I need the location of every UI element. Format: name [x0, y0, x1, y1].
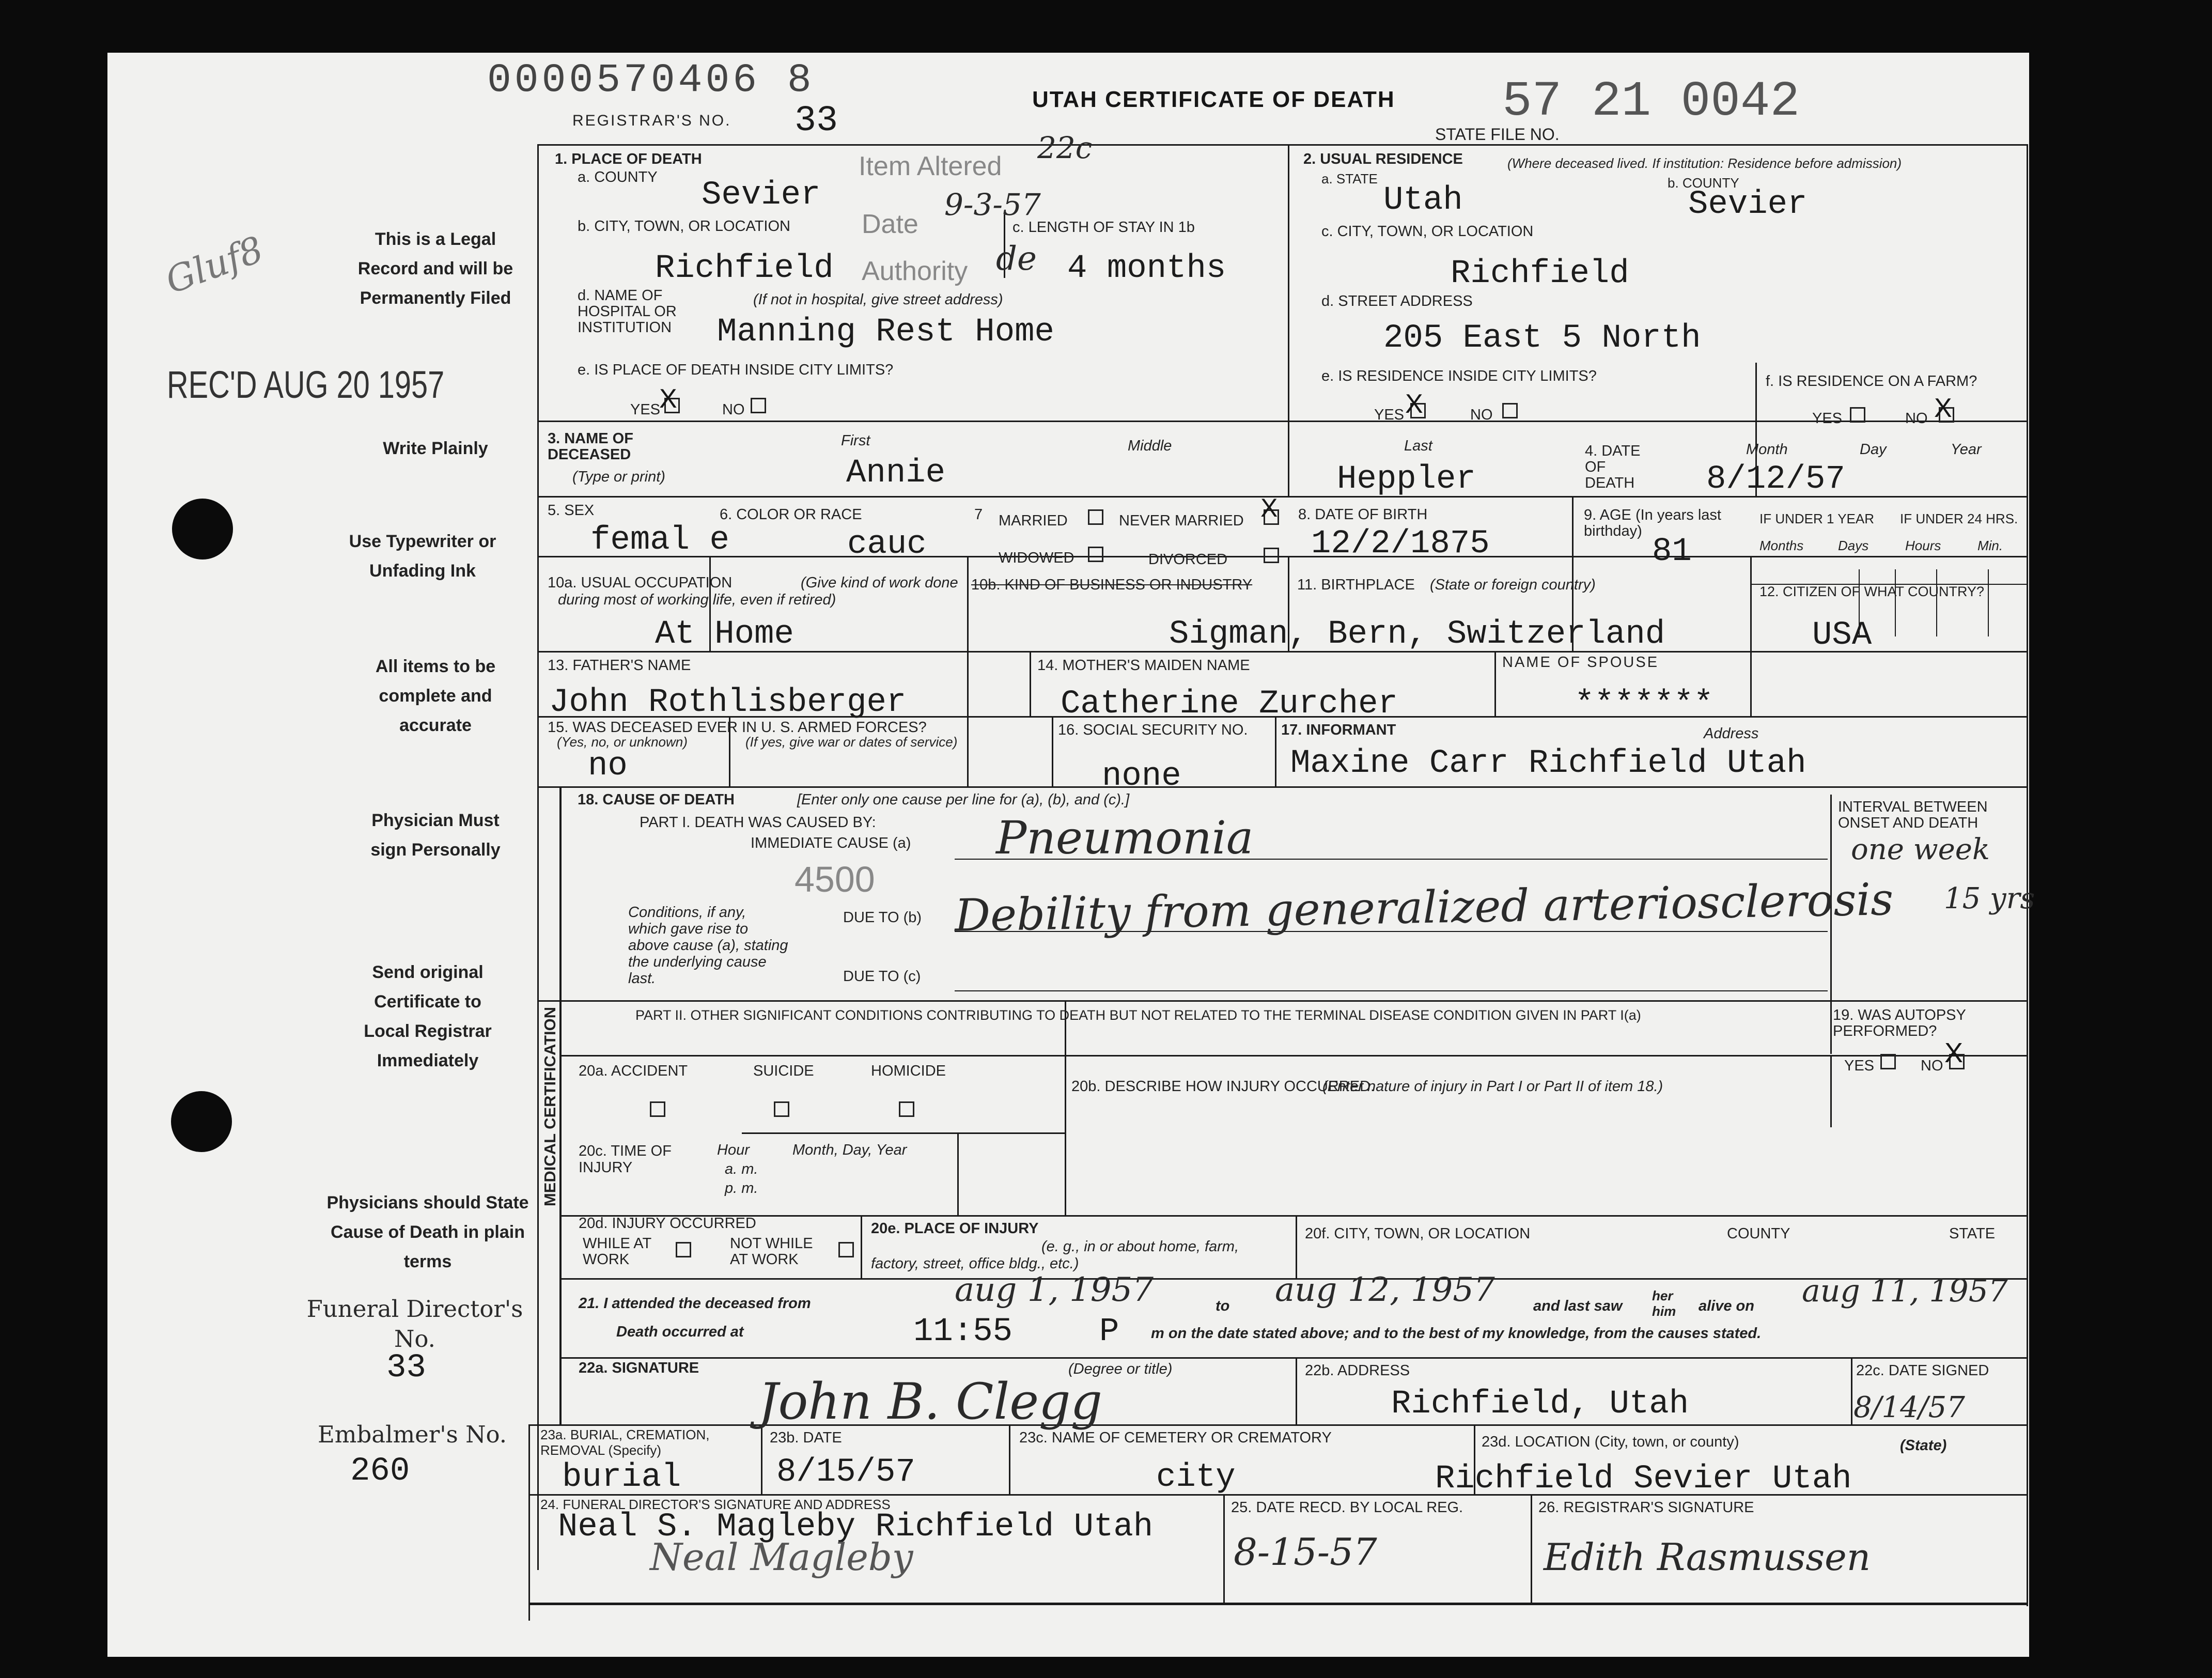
certificate-title: UTAH CERTIFICATE OF DEATH [1032, 87, 1395, 112]
institution-note: (If not in hospital, give street address) [753, 291, 1003, 308]
spouse-label: NAME OF SPOUSE [1502, 654, 1659, 671]
res-street-label: d. STREET ADDRESS [1321, 293, 1473, 309]
burial-date: 8/15/57 [776, 1454, 915, 1491]
pod-limits-no-checkbox [751, 398, 766, 413]
father-name: John Rothlisberger [549, 684, 907, 721]
informant: Maxine Carr Richfield Utah [1290, 745, 1806, 782]
conditions-note: Conditions, if any, which gave rise to above cause (a), stating the underlying cause last. [628, 904, 788, 987]
stay-label: c. LENGTH OF STAY IN 1b [1012, 219, 1195, 236]
pod-county-label: a. COUNTY [578, 169, 658, 185]
first-name: Annie [846, 455, 946, 492]
state-file-label: STATE FILE NO. [1435, 125, 1560, 144]
time-of-injury-label: 20c. TIME OF INJURY [579, 1143, 672, 1176]
pm-label: p. m. [725, 1180, 758, 1197]
date-recd-label: 25. DATE RECD. BY LOCAL REG. [1231, 1499, 1463, 1516]
first-label: First [841, 432, 870, 449]
occupation-note: (Give kind of work done during most of working life, even if retired) [558, 574, 958, 609]
funeral-director-no: 33 [386, 1349, 426, 1387]
ssn: none [1102, 758, 1181, 795]
date-altered-label: Date [862, 209, 918, 239]
due-to-c-label: DUE TO (c) [843, 968, 921, 985]
item-altered-label: Item Altered [859, 151, 1002, 181]
citizen-label: 12. CITIZEN OF WHAT COUNTRY? [1759, 584, 1985, 599]
age: 81 [1652, 533, 1692, 570]
date-signed: 8/14/57 [1853, 1391, 1965, 1424]
injury-occurred-label: 20d. INJURY OCCURRED [579, 1215, 756, 1232]
write-plainly-note: Write Plainly [383, 439, 488, 458]
res-street: 205 East 5 North [1383, 320, 1701, 357]
residence-heading: 2. USUAL RESIDENCE [1303, 151, 1463, 167]
last-label: Last [1404, 438, 1432, 454]
funeral-director: Neal S. Magleby Richfield Utah [558, 1509, 1154, 1546]
last-name: Heppler [1337, 461, 1476, 498]
res-county: Sevier [1688, 186, 1808, 223]
cause-code: 4500 [795, 859, 875, 899]
divorced-label: DIVORCED [1148, 551, 1228, 568]
interval-a: one week [1851, 833, 1990, 866]
registrars-no: 33 [795, 101, 838, 142]
degree-label: (Degree or title) [1068, 1361, 1173, 1377]
informant-label: 17. INFORMANT [1281, 722, 1396, 738]
father-label: 13. FATHER'S NAME [548, 657, 691, 674]
res-city: Richfield [1451, 255, 1629, 292]
suicide-checkbox [774, 1101, 789, 1117]
initials: Gluf8 [160, 228, 269, 302]
res-limits-yes-label: YES [1374, 407, 1405, 423]
send-original-note: Send original Certificate to Local Registrar Immediately [364, 962, 492, 1070]
accident-checkbox [650, 1101, 665, 1117]
cause-note: [Enter only one cause per line for (a), (b), and (c).] [797, 791, 1130, 808]
registrar-signature: Edith Rasmussen [1544, 1535, 1871, 1579]
married-checkbox [1088, 509, 1103, 525]
interval-label: INTERVAL BETWEEN ONSET AND DEATH [1838, 799, 1988, 831]
alive-on-label: alive on [1699, 1298, 1754, 1314]
armed-note-2: (If yes, give war or dates of service) [745, 734, 958, 750]
not-while-work-checkbox [838, 1242, 854, 1257]
burial-location: Richfield Sevier Utah [1435, 1461, 1852, 1498]
injury-desc-note: (Enter nature of injury in Part I or Part II of item 18.) [1322, 1078, 1663, 1095]
date-recd: 8-15-57 [1234, 1530, 1377, 1574]
pod-city: Richfield [655, 250, 834, 287]
part1-label: PART I. DEATH WAS CAUSED BY: [640, 814, 876, 831]
last-saw-label: and last saw [1533, 1298, 1623, 1314]
typewriter-note: Use Typewriter or Unfading Ink [349, 532, 496, 581]
physicians-state-note: Physicians should State Cause of Death in plain terms [326, 1193, 529, 1271]
under-24-hrs-label: IF UNDER 24 HRS. [1900, 511, 2018, 526]
funeral-director-label: Funeral Director's No. [306, 1295, 523, 1353]
punch-hole-bottom [171, 1091, 232, 1152]
widowed-checkbox [1088, 547, 1103, 562]
address-label: Address [1704, 725, 1759, 742]
due-to-b: Debility from generalized arteriosclerosis [954, 874, 1894, 942]
months-label: Months [1759, 538, 1804, 553]
dod-day-label: Day [1860, 441, 1887, 458]
funeral-director-signature: Neal Magleby [650, 1535, 913, 1579]
res-limits-no-checkbox [1502, 403, 1518, 418]
residence-note: (Where deceased lived. If institution: Residence before admission) [1507, 156, 1902, 171]
armed-forces-label: 15. WAS DECEASED EVER IN U. S. ARMED FORCES? [548, 719, 927, 736]
injury-county-label: COUNTY [1727, 1225, 1790, 1242]
divorced-checkbox [1264, 548, 1279, 563]
physician-signature: John B. Clegg [758, 1373, 1102, 1431]
date-of-death: 8/12/57 [1706, 461, 1845, 498]
date-altered-value: 9-3-57 [944, 187, 1041, 222]
legal-record-note: This is a Legal Record and will be Permanently Filed [357, 229, 513, 308]
widowed-label: WIDOWED [999, 550, 1074, 566]
days-label: Days [1838, 538, 1869, 553]
cemetery-label: 23c. NAME OF CEMETERY OR CREMATORY [1019, 1430, 1332, 1446]
pod-limits-no-label: NO [722, 401, 745, 418]
accident-label: 20a. ACCIDENT [579, 1063, 688, 1079]
armed-note-1: (Yes, no, or unknown) [557, 734, 688, 750]
mother-name: Catherine Zurcher [1061, 686, 1398, 723]
physician-sign-note: Physician Must sign Personally [370, 811, 501, 860]
cemetery: city [1156, 1459, 1236, 1496]
authority-value: de [996, 240, 1037, 278]
her-label: her [1652, 1288, 1673, 1303]
marital-item: 7 [974, 506, 983, 523]
res-city-label: c. CITY, TOWN, OR LOCATION [1321, 223, 1534, 240]
hour-label: Hour [717, 1142, 750, 1158]
institution-name: Manning Rest Home [717, 314, 1054, 351]
part2-label: PART II. OTHER SIGNIFICANT CONDITIONS CONTRIBUTING TO DEATH BUT NOT RELATED TO THE TERMINAL DISEASE CONDITION GIVEN IN PART I(a) [635, 1007, 1641, 1023]
punch-hole-top [172, 499, 233, 560]
injury-city-label: 20f. CITY, TOWN, OR LOCATION [1305, 1225, 1531, 1242]
ssn-label: 16. SOCIAL SECURITY NO. [1058, 722, 1248, 738]
occupation: At Home [655, 616, 794, 653]
complete-note: All items to be complete and accurate [375, 657, 496, 735]
embalmer-label: Embalmer's No. [317, 1421, 507, 1448]
certificate-paper: 0000570406 8 REGISTRAR'S NO. 33 UTAH CERTIFICATE OF DEATH 57 21 0042 STATE FILE NO. Gluf8 This is a Legal Record and will be Permanently Filed REC'D AUG 20 1957 Write Plainly Use Typewriter or Unfading Ink All items to be complete and accurate Physician Must sign Personally Send original Certificate to Local Registrar Immediately Physicians should State Cause of Death in plain terms Funeral Director's No. 33 Embalmer's No. 260 1. PLACE OF DEATH a. COUNTY Sevier Item Altered 22c b. CITY, TOWN, OR LOCATION Date 9-3-57 c. LENGTH OF STAY IN 1b Richfield Authority de 4 months d. NAME OF HOSPITAL OR INSTITUTION (If not in hospital, give street address) Manning Rest Home e. IS PLACE OF DEATH INSIDE CITY LIMITS? YES X NO 2. USUAL RESIDENCE (Where deceased lived. If institution: Residence before admission) a. STATE Utah b. COUNTY Sevier c. CITY, TOWN, OR LOCATION Richfield d. STREET ADDRESS 205 East 5 North e. IS RESIDENCE INSIDE CITY LIMITS? YES X NO f. IS RESIDENCE ON A FARM? YES NO X 3. NAME OF DECEASED (Type or print) First Annie Middle Last Heppler 4. DATE OF DEATH Month Day Year 8/12/57 5. SEX femal e 6. COLOR OR RACE cauc 7 MARRIED NEVER MARRIED X WIDOWED DIVORCED 8. DATE OF BIRTH 12/2/1875 9. AGE (In years last birthday) 81 IF UNDER 1 YEAR IF UNDER 24 HRS. Months Days Hours Min. 10a. USUAL OCCUPATION (Give kind of work done during most of working life, even if retired) At Home 10b. KIND OF BUSINESS OR INDUSTRY 11. BIRTHPLACE (State or foreign country) Sigman, Bern, Switzerland 12. CITIZEN OF WHAT COUNTRY? USA 13. FATHER'S NAME John Rothlisberger 14. MOTHER'S MAIDEN NAME Catherine Zurcher NAME OF SPOUSE ******* 15. WAS DECEASED EVER IN U. S. ARMED FORCES? (Yes, no, or unknown) (If yes, give war or dates of service) no 16. SOCIAL SECURITY NO. none 17. INFORMANT Address Maxine Carr Richfield Utah MEDICAL CERTIFICATION 18. CAUSE OF DEATH [Enter only one cause per line for (a), (b), and (c).] PART I. DEATH WAS CAUSED BY: IMMEDIATE CAUSE (a) Pneumonia 4500 Conditions, if any, which gave rise to above cause (a), stating the underlying cause last. DUE TO (b) Debility from generalized arteriosclerosis DUE TO (c) INTERVAL BETWEEN ONSET AND DEATH one week 15 yrs PART II. OTHER SIGNIFICANT CONDITIONS CONTRIBUTING TO DEATH BUT NOT RELATED TO THE TERMINAL DISEASE CONDITION GIVEN IN PART I(a) 19. WAS AUTOPSY PERFORMED? YES NO X 20a. ACCIDENT SUICIDE HOMICIDE 20b. DESCRIBE HOW INJURY OCCURRED. (Enter nature of injury in Part I or Part II of item 18.) 20c. TIME OF INJURY Hour a. m. p. m. Month, Day, Year 20d. INJURY OCCURRED WHILE AT WORK NOT WHILE AT WORK 20e. PLACE OF INJURY (e. g., in or about home, farm, factory, street, office bldg., etc.) 20f. CITY, TOWN, OR LOCATION COUNTY STATE 21. I attended the deceased from aug 1, 1957 to aug 12, 1957 and last saw her him alive on aug 11, 1957 Death occurred at 11:55 P m on the date stated above; and to the best of my knowledge, from the causes stated. 22a. SIGNATURE (Degree or title) John B. Clegg 22b. ADDRESS Richfield, Utah 22c. DATE SIGNED 8/14/57 (State) 23a. BURIAL, CREMATION, REMOVAL (Specify) burial 23b. DATE 8/15/57 23c. NAME OF CEMETERY OR CREMATORY city 23d. LOCATION (City, town, or county) Richfield Sevier Utah 24. FUNERAL DIRECTOR'S SIGNATURE AND ADDRESS Neal S. Magleby Richfield Utah Neal Magleby 25. DATE RECD. BY LOCAL REG. 8-15-57 26. REGISTRAR'S SIGNATURE Edith Rasmussen [107, 53, 2029, 1657]
pod-city-label: b. CITY, TOWN, OR LOCATION [578, 218, 790, 235]
interval-b: 15 yrs [1944, 882, 2035, 915]
pod-county: Sevier [702, 177, 821, 214]
res-state: Utah [1383, 182, 1463, 219]
autopsy-yes-label: YES [1844, 1058, 1875, 1074]
dob-label: 8. DATE OF BIRTH [1298, 506, 1428, 523]
physician-address-label: 22b. ADDRESS [1305, 1362, 1410, 1379]
date-of-birth: 12/2/1875 [1311, 525, 1490, 563]
citizen: USA [1812, 617, 1872, 654]
farm-yes-label: YES [1812, 410, 1843, 427]
armed-forces: no [588, 748, 628, 785]
res-state-label: a. STATE [1321, 171, 1378, 187]
under-1-year-label: IF UNDER 1 YEAR [1759, 511, 1875, 526]
state-file-value: 57 21 0042 [1502, 73, 1800, 130]
business-label: 10b. KIND OF BUSINESS OR INDUSTRY [971, 577, 1253, 593]
pod-limits-yes-label: YES [630, 401, 661, 418]
place-of-death-heading: 1. PLACE OF DEATH [555, 151, 702, 167]
min-label: Min. [1977, 538, 2003, 553]
homicide-label: HOMICIDE [871, 1063, 946, 1079]
birthplace-label: 11. BIRTHPLACE [1297, 577, 1415, 593]
alive-on-date: aug 11, 1957 [1802, 1273, 2008, 1309]
age-label: 9. AGE (In years last birthday) [1584, 507, 1721, 539]
res-limits-label: e. IS RESIDENCE INSIDE CITY LIMITS? [1321, 368, 1597, 384]
sex: femal e [590, 522, 729, 559]
homicide-checkbox [899, 1101, 914, 1117]
autopsy-no-label: NO [1921, 1058, 1943, 1074]
funeral-director-sig-label: 24. FUNERAL DIRECTOR'S SIGNATURE AND ADDRESS [540, 1497, 891, 1512]
while-at-work-label: WHILE AT WORK [583, 1235, 651, 1268]
birthplace-note: (State or foreign country) [1430, 577, 1596, 593]
length-of-stay: 4 months [1067, 250, 1226, 287]
authority-label: Authority [862, 256, 968, 286]
injury-state-label: STATE [1949, 1225, 1996, 1242]
received-stamp: REC'D AUG 20 1957 [167, 363, 445, 406]
name-note: (Type or print) [572, 469, 665, 485]
farm-label: f. IS RESIDENCE ON A FARM? [1766, 373, 1977, 390]
death-occurred-rest: m on the date stated above; and to the best of my knowledge, from the causes stated. [1151, 1325, 1762, 1342]
place-of-injury-label: 20e. PLACE OF INJURY [871, 1220, 1039, 1237]
dod-year-label: Year [1951, 441, 1982, 458]
mother-label: 14. MOTHER'S MAIDEN NAME [1037, 657, 1250, 674]
burial: burial [562, 1459, 681, 1496]
physician-address: Richfield, Utah [1391, 1386, 1689, 1423]
death-time: 11:55 [913, 1313, 1013, 1350]
suicide-label: SUICIDE [753, 1063, 814, 1079]
farm-no-label: NO [1905, 410, 1928, 427]
location-label: 23d. LOCATION (City, town, or county) [1482, 1434, 1739, 1450]
spouse-name: ******* [1575, 686, 1713, 723]
attended-label: 21. I attended the deceased from [579, 1295, 811, 1312]
item-altered-value: 22c [1037, 130, 1093, 165]
immediate-cause: Pneumonia [996, 811, 1254, 864]
cause-label: 18. CAUSE OF DEATH [578, 791, 735, 808]
hours-label: Hours [1905, 538, 1941, 553]
registrars-no-label: REGISTRAR'S NO. [572, 112, 731, 129]
never-married-label: NEVER MARRIED [1119, 512, 1244, 529]
burial-label: 23a. BURIAL, CREMATION, REMOVAL (Specify) [540, 1427, 710, 1458]
res-county-label: b. COUNTY [1668, 175, 1739, 191]
married-label: MARRIED [999, 512, 1068, 529]
date-signed-label: 22c. DATE SIGNED [1856, 1362, 1989, 1379]
attended-to: aug 12, 1957 [1275, 1271, 1495, 1309]
autopsy-label: 19. WAS AUTOPSY PERFORMED? [1833, 1007, 1966, 1039]
immediate-cause-label: IMMEDIATE CAUSE (a) [751, 835, 911, 851]
race-label: 6. COLOR OR RACE [720, 506, 862, 523]
not-while-work-label: NOT WHILE AT WORK [730, 1235, 813, 1268]
pod-city-limits-label: e. IS PLACE OF DEATH INSIDE CITY LIMITS? [578, 362, 894, 378]
to-label: to [1216, 1298, 1230, 1314]
attended-from: aug 1, 1957 [955, 1271, 1154, 1309]
race: cauc [847, 526, 927, 563]
death-occurred-label: Death occurred at [616, 1324, 744, 1340]
am-label: a. m. [725, 1161, 758, 1177]
death-pm: P [1099, 1313, 1119, 1350]
while-at-work-checkbox [676, 1242, 691, 1257]
dod-month-label: Month [1746, 441, 1788, 458]
him-label: him [1652, 1303, 1676, 1319]
res-limits-no-label: NO [1470, 407, 1493, 423]
institution-label: d. NAME OF HOSPITAL OR INSTITUTION [578, 287, 677, 336]
medical-certification-label: MEDICAL CERTIFICATION [541, 1006, 559, 1207]
stamp-number: 0000570406 8 [487, 58, 815, 103]
middle-label: Middle [1128, 438, 1172, 454]
state-stamp: (State) [1900, 1437, 1947, 1454]
burial-date-label: 23b. DATE [770, 1430, 842, 1446]
sex-label: 5. SEX [548, 502, 595, 519]
farm-yes-checkbox [1850, 407, 1865, 423]
signature-label: 22a. SIGNATURE [579, 1360, 699, 1376]
autopsy-yes-checkbox [1880, 1054, 1896, 1069]
birthplace: Sigman, Bern, Switzerland [1169, 616, 1665, 653]
registrar-sig-label: 26. REGISTRAR'S SIGNATURE [1538, 1499, 1754, 1516]
embalmer-no: 260 [350, 1453, 410, 1490]
month-day-year-label: Month, Day, Year [792, 1142, 907, 1158]
name-label: 3. NAME OF DECEASED [548, 430, 633, 463]
date-of-death-label: 4. DATE OF DEATH [1585, 443, 1641, 491]
due-to-b-label: DUE TO (b) [843, 909, 922, 926]
place-of-injury-note: (e. g., in or about home, farm, factory, street, office bldg., etc.) [871, 1238, 1239, 1272]
occupation-label: 10a. USUAL OCCUPATION [548, 574, 733, 591]
injury-desc-label: 20b. DESCRIBE HOW INJURY OCCURRED. [1071, 1078, 1375, 1095]
